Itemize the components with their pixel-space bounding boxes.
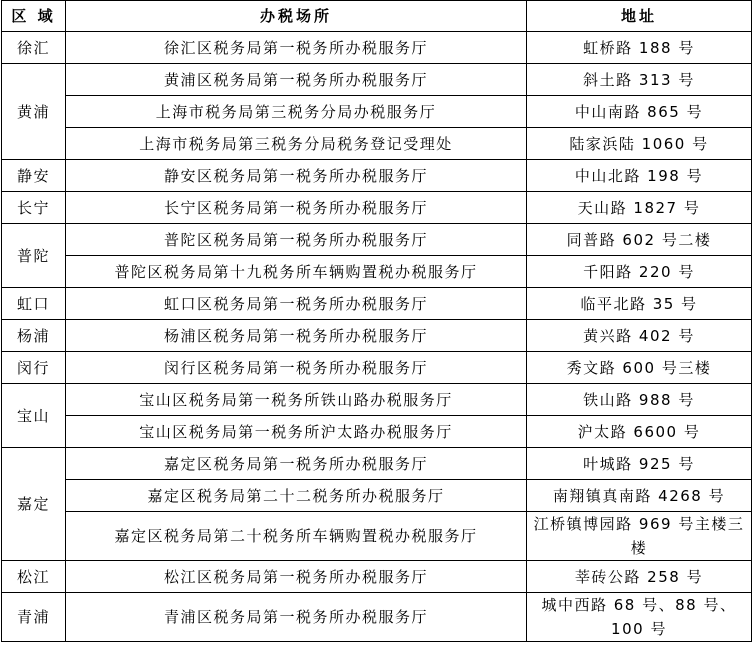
- header-row: [2, 1, 752, 32]
- office-cell: 长宁区税务局第一税务所办税服务厅: [66, 192, 527, 224]
- office-cell: 嘉定区税务局第二十二税务所办税服务厅: [66, 480, 527, 512]
- office-cell: 青浦区税务局第一税务所办税服务厅: [66, 593, 527, 642]
- office-cell: 松江区税务局第一税务所办税服务厅: [66, 561, 527, 593]
- header-address: 地址: [527, 1, 752, 32]
- address-cell: 莘砖公路 258 号: [527, 561, 752, 593]
- table-row: [2, 224, 752, 256]
- address-cell: 城中西路 68 号、88 号、100 号: [527, 593, 752, 642]
- address-cell: 千阳路 220 号: [527, 256, 752, 288]
- office-cell: 上海市税务局第三税务分局办税服务厅: [66, 96, 527, 128]
- region-cell: 宝山: [2, 384, 66, 448]
- table-row: [2, 384, 752, 416]
- table-header: [2, 1, 752, 32]
- address-cell: 黄兴路 402 号: [527, 320, 752, 352]
- office-cell: 普陀区税务局第一税务所办税服务厅: [66, 224, 527, 256]
- address-cell: 沪太路 6600 号: [527, 416, 752, 448]
- table-row: [2, 448, 752, 480]
- office-cell: 普陀区税务局第十九税务所车辆购置税办税服务厅: [66, 256, 527, 288]
- region-cell: 长宁: [2, 192, 66, 224]
- office-cell: 嘉定区税务局第一税务所办税服务厅: [66, 448, 527, 480]
- table-row: [2, 352, 752, 384]
- address-cell: 叶城路 925 号: [527, 448, 752, 480]
- region-cell: 普陀: [2, 224, 66, 288]
- office-cell: 闵行区税务局第一税务所办税服务厅: [66, 352, 527, 384]
- address-cell: 同普路 602 号二楼: [527, 224, 752, 256]
- region-cell: 静安: [2, 160, 66, 192]
- table-row: [2, 160, 752, 192]
- address-cell: 中山北路 198 号: [527, 160, 752, 192]
- office-cell: 徐汇区税务局第一税务所办税服务厅: [66, 32, 527, 64]
- table-row: [2, 561, 752, 593]
- table-row: [2, 64, 752, 96]
- region-cell: 青浦: [2, 593, 66, 642]
- region-cell: 闵行: [2, 352, 66, 384]
- table-row: [2, 32, 752, 64]
- table-row: [2, 416, 752, 448]
- region-cell: 松江: [2, 561, 66, 593]
- table-row: [2, 593, 752, 642]
- office-cell: 黄浦区税务局第一税务所办税服务厅: [66, 64, 527, 96]
- table-row: [2, 320, 752, 352]
- region-cell: 杨浦: [2, 320, 66, 352]
- table-row: [2, 96, 752, 128]
- address-cell: 天山路 1827 号: [527, 192, 752, 224]
- address-cell: 临平北路 35 号: [527, 288, 752, 320]
- office-cell: 嘉定区税务局第二十税务所车辆购置税办税服务厅: [66, 512, 527, 561]
- tax-office-table: [1, 0, 752, 642]
- table-row: [2, 480, 752, 512]
- table-row: [2, 288, 752, 320]
- header-office: 办税场所: [66, 1, 527, 32]
- address-cell: 斜土路 313 号: [527, 64, 752, 96]
- table-row: [2, 512, 752, 561]
- region-cell: 徐汇: [2, 32, 66, 64]
- region-cell: 黄浦: [2, 64, 66, 160]
- address-cell: 南翔镇真南路 4268 号: [527, 480, 752, 512]
- table-row: [2, 192, 752, 224]
- address-cell: 江桥镇博园路 969 号主楼三楼: [527, 512, 752, 561]
- address-cell: 虹桥路 188 号: [527, 32, 752, 64]
- address-cell: 陆家浜陆 1060 号: [527, 128, 752, 160]
- office-cell: 上海市税务局第三税务分局税务登记受理处: [66, 128, 527, 160]
- table-body: [2, 32, 752, 642]
- office-cell: 宝山区税务局第一税务所沪太路办税服务厅: [66, 416, 527, 448]
- office-cell: 宝山区税务局第一税务所铁山路办税服务厅: [66, 384, 527, 416]
- office-cell: 杨浦区税务局第一税务所办税服务厅: [66, 320, 527, 352]
- address-cell: 中山南路 865 号: [527, 96, 752, 128]
- region-cell: 嘉定: [2, 448, 66, 561]
- header-region: 区 域: [2, 1, 66, 32]
- table-row: [2, 128, 752, 160]
- table-row: [2, 256, 752, 288]
- address-cell: 秀文路 600 号三楼: [527, 352, 752, 384]
- address-cell: 铁山路 988 号: [527, 384, 752, 416]
- office-cell: 虹口区税务局第一税务所办税服务厅: [66, 288, 527, 320]
- region-cell: 虹口: [2, 288, 66, 320]
- office-cell: 静安区税务局第一税务所办税服务厅: [66, 160, 527, 192]
